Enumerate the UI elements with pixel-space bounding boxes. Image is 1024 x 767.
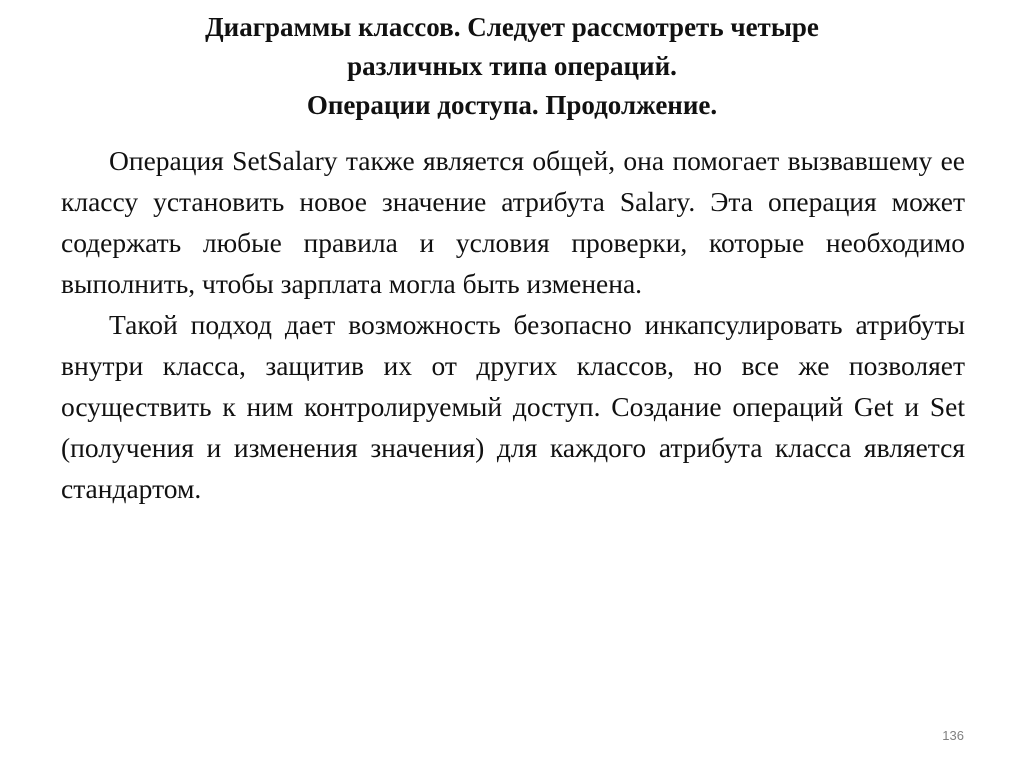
slide-title: [60, 8, 964, 125]
page-number: 136: [942, 728, 964, 743]
title-line-3: Операции доступа. Продолжение.: [306, 90, 718, 120]
paragraph-encapsulation: Такой подход дает возможность безопасно инкапсулировать атрибуты внутри класса, защитив их от других классов, но все же позволяет осуществить к ним контролируемый доступ. Создание операций Get и Set (получения и изменения значения) для каждого атрибута класса является стандартом.: [61, 309, 965, 504]
title-line-2: различных типа операций.: [347, 51, 677, 81]
paragraph-setsalary: Операция SetSalary также является общей, она помогает вызвавшему ее классу установить новое значение атрибута Salary. Эта операция может содержать любые правила и условия проверки, которые необходимо выполнить, чтобы зарплата могла быть изменена.: [61, 145, 965, 299]
title-line-1: Диаграммы классов. Следует рассмотреть четыре: [205, 12, 819, 42]
slide-body: [61, 140, 965, 509]
